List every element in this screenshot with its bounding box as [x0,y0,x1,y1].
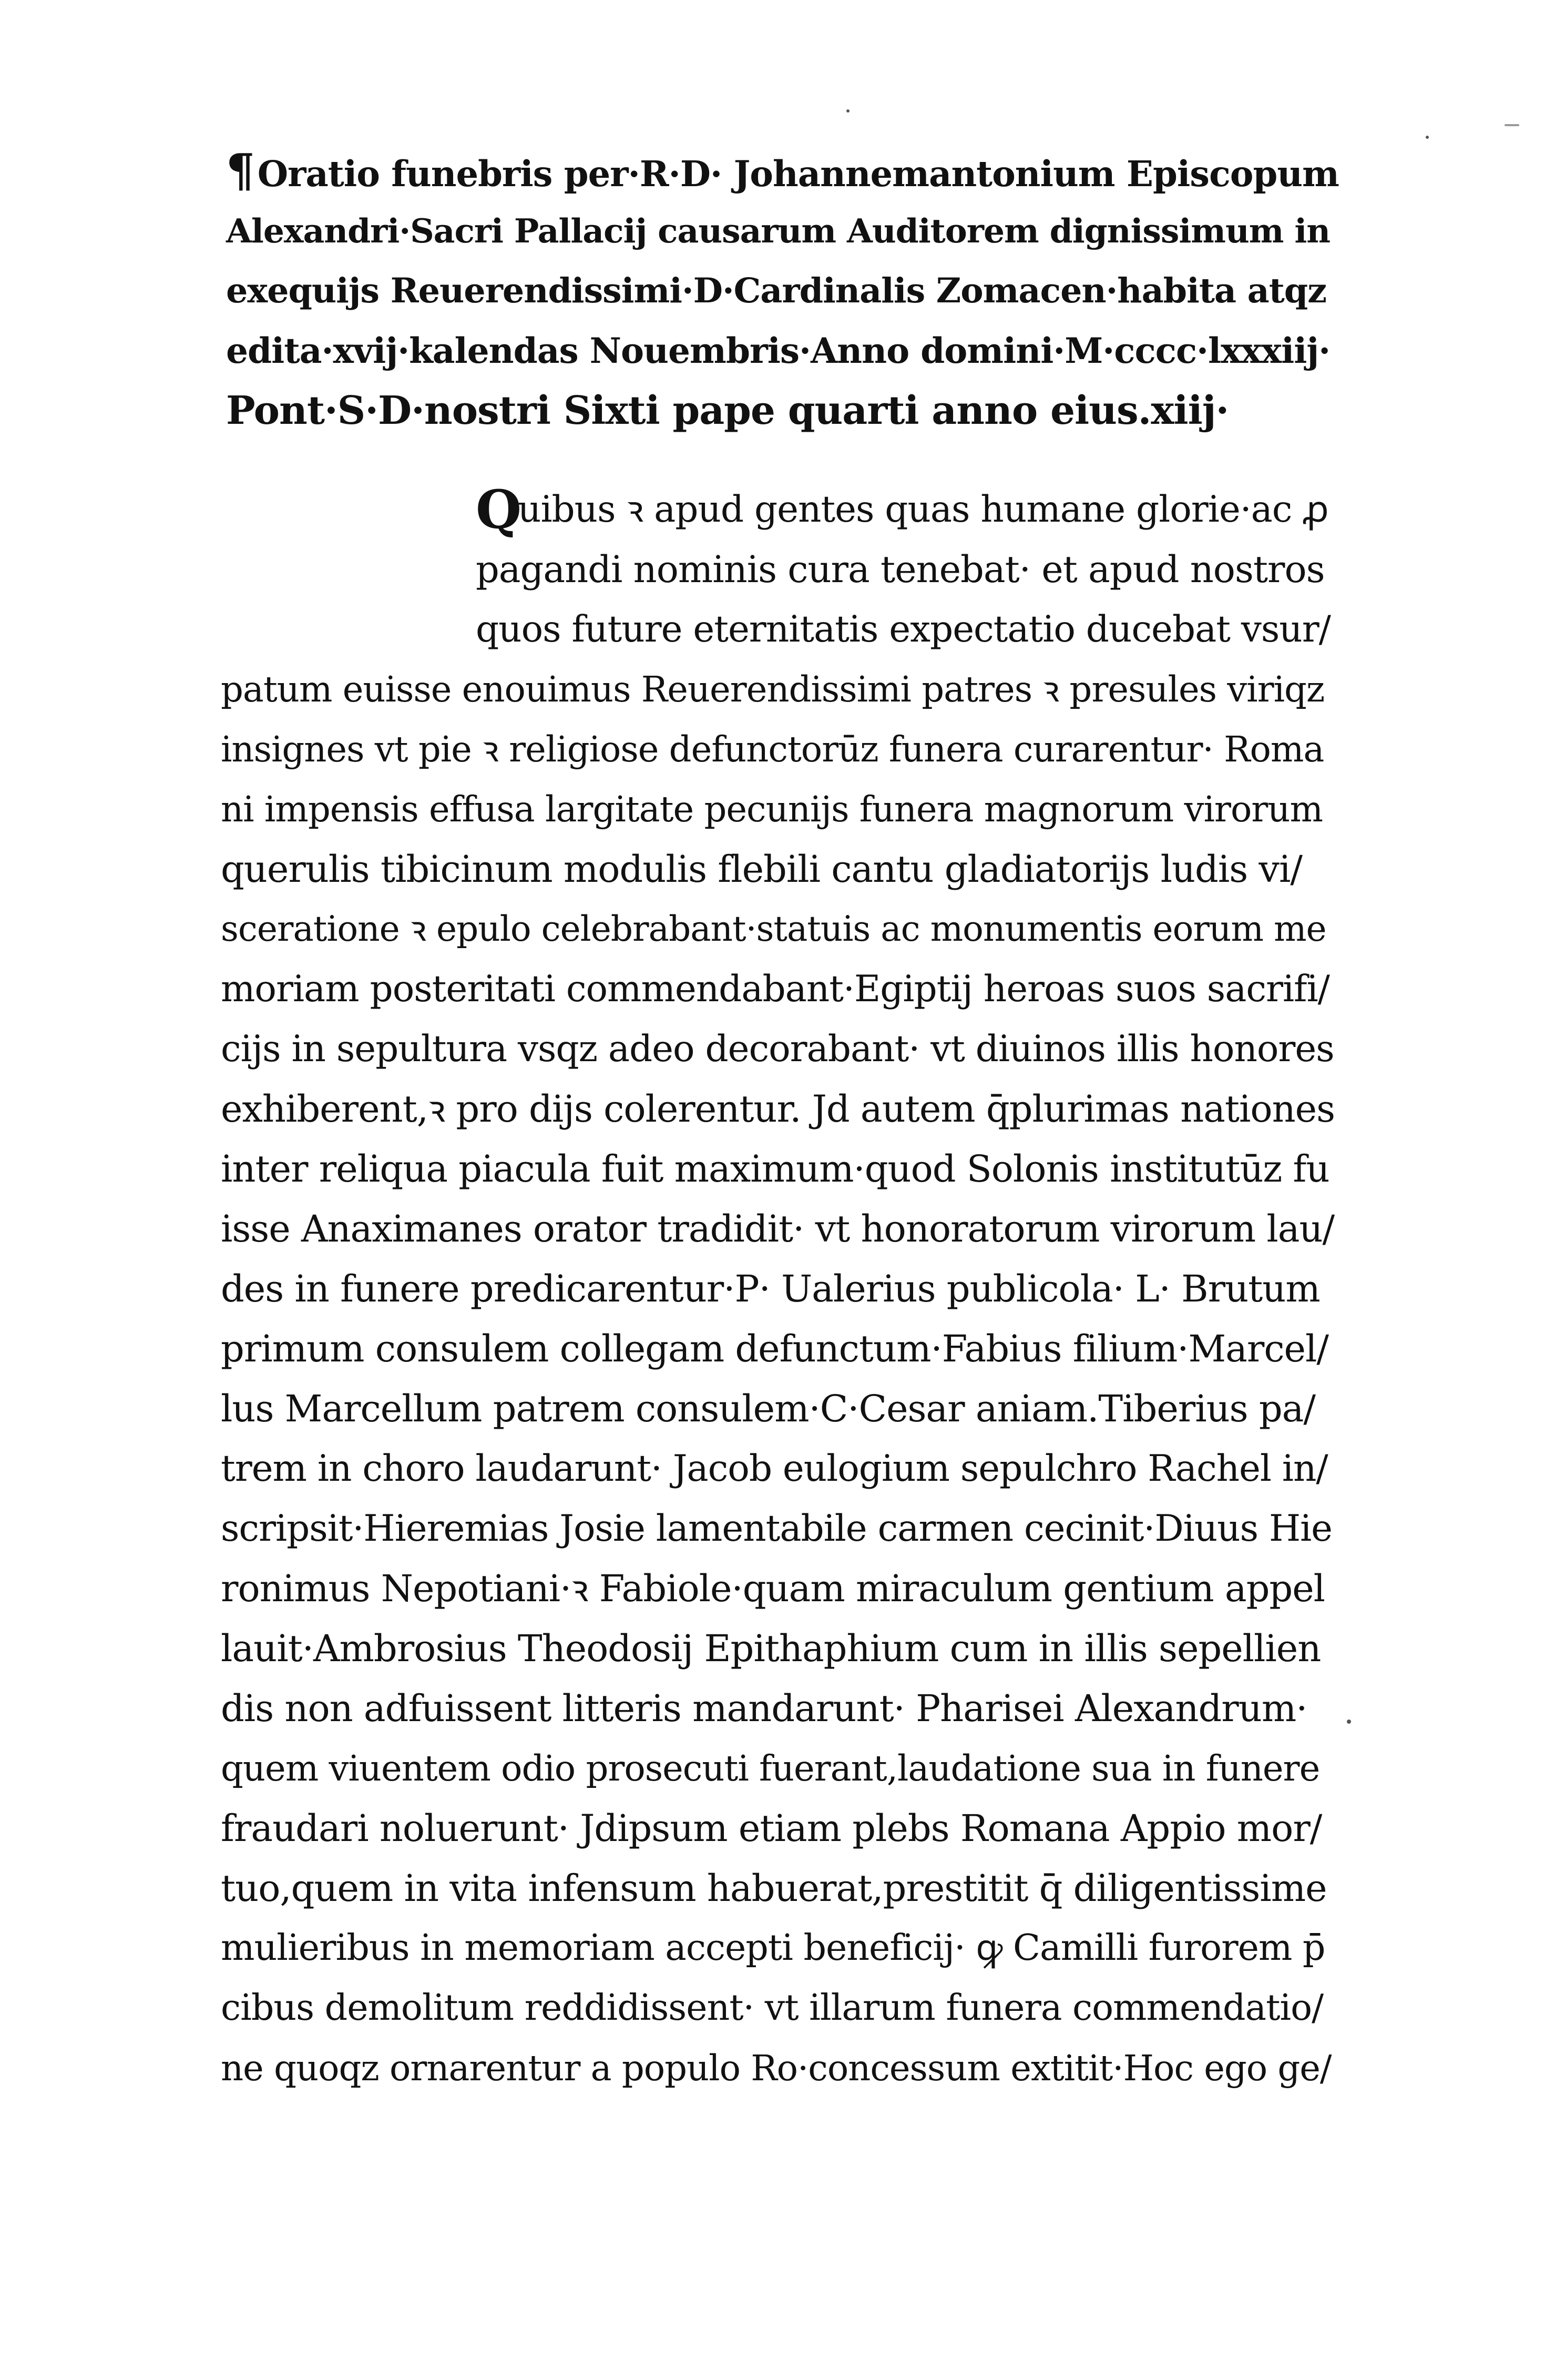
text-line: moriam posteritati commendabant·Egiptij heroas suos sacrifi/ [221,968,1329,1010]
text-line: mulieribus in memoriam accepti beneficij· ꝙ Camilli furorem p̄ [221,1927,1325,1969]
text-line: lauit·Ambrosius Theodosij Epithaphium cum in illis sepellien [221,1627,1321,1670]
ink-speck [1347,1720,1351,1724]
text-line: querulis tibicinum modulis flebili cantu gladiatorijs ludis vi/ [221,848,1302,891]
title-line: ¶Oratio funebris per·R·D· Johannemantonium Episcopum [226,144,1339,197]
text-line: ne quoqz ornarentur a populo Ro·concessum extitit·Hoc ego ge/ [221,2048,1332,2089]
title-line: edita·xvij·kalendas Nouembris·Anno domini·M·cccc·lxxxiij· [226,330,1331,371]
text-line: isse Anaximanes orator tradidit· vt honoratorum virorum lau/ [221,1207,1335,1250]
text-line: quos future eternitatis expectatio ducebat vsur/ [476,608,1331,650]
text-line: quem viuentem odio prosecuti fuerant,laudatione sua in funere [221,1748,1320,1789]
text-line: exhiberent,ꝛ pro dijs colerentur. Jd autem q̄plurimas nationes [221,1087,1335,1131]
text-line: scripsit·Hieremias Josie lamentabile carmen cecinit·Diuus Hie [221,1508,1333,1550]
text-line: patum euisse enouimus Reuerendissimi patres ꝛ presules viriqz [221,669,1325,710]
text-line: ronimus Nepotiani·ꝛ Fabiole·quam miraculum gentium appel [221,1567,1325,1610]
text-line: ni impensis effusa largitate pecunijs funera magnorum virorum [221,789,1323,830]
text-line: cibus demolitum reddidissent· vt illarum funera commendatio/ [221,1987,1324,2029]
oration-title [226,141,1341,441]
text-line: dis non adfuissent litteris mandarunt· Pharisei Alexandrum· [221,1687,1307,1730]
initial-letter: Q [476,479,522,541]
text-line: des in funere predicarentur·P· Ualerius publicola· L· Brutum [221,1267,1320,1310]
text-line: insignes vt pie ꝛ religiose defunctorūz funera curarentur· Roma [221,729,1324,770]
ink-speck [1426,136,1429,139]
title-line: Pont·S·D·nostri Sixti pape quarti anno eius.xiij· [226,388,1229,433]
paragraph-mark: ¶ [226,144,254,197]
oration-body [221,480,1335,2098]
text-line: fraudari noluerunt· Jdipsum etiam plebs Romana Appio mor/ [221,1807,1322,1850]
ink-speck [1505,124,1519,126]
title-line: Alexandri·Sacri Pallacij causarum Auditorem dignissimum in [226,211,1331,250]
text-line: uibus ꝛ apud gentes quas humane glorie·ac ꝓ [518,489,1328,531]
text-line: cijs in sepultura vsqz adeo decorabant· vt diuinos illis honores [221,1028,1334,1070]
text-line: lus Marcellum patrem consulem·C·Cesar aniam.Tiberius pa/ [221,1387,1315,1430]
text-line: trem in choro laudarunt· Jacob eulogium sepulchro Rachel in/ [221,1448,1328,1490]
title-line: exequijs Reuerendissimi·D·Cardinalis Zomacen·habita atqz [226,271,1327,311]
text-line: tuo,quem in vita infensum habuerat,prestitit q̄ diligentissime [221,1867,1327,1910]
text-line: inter reliqua piacula fuit maximum·quod Solonis institutūz fu [221,1147,1329,1191]
text-line: sceratione ꝛ epulo celebrabant·statuis ac monumentis eorum me [221,909,1326,949]
ink-speck [846,109,850,113]
text-line: pagandi nominis cura tenebat· et apud nostros [476,548,1325,591]
text-line: primum consulem collegam defunctum·Fabius filium·Marcel/ [221,1327,1328,1370]
